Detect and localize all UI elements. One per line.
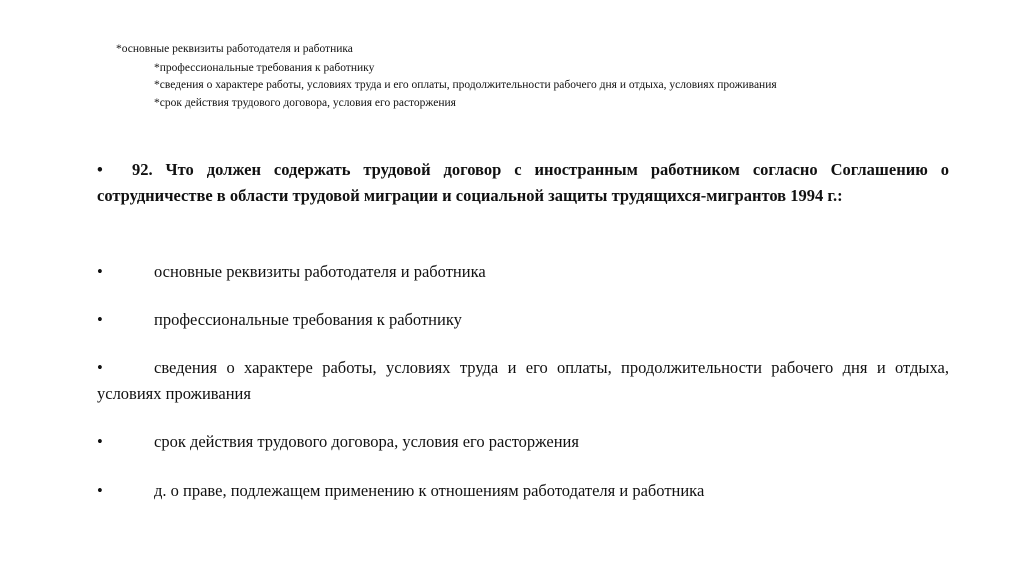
bullet-marker: • xyxy=(97,432,103,451)
answer-item xyxy=(97,259,949,285)
header-note: *основные реквизиты работодателя и работника xyxy=(116,43,353,55)
bullet-marker: • xyxy=(97,310,103,329)
answer-text: д. о праве, подлежащем применению к отношениям работодателя и работника xyxy=(154,481,705,500)
bullet-marker: • xyxy=(97,262,103,281)
header-note: *профессиональные требования к работнику xyxy=(154,62,375,74)
bullet-marker: • xyxy=(97,160,103,179)
header-note: *сведения о характере работы, условиях труда и его оплаты, продолжительности рабочего дня и отдыха, условиях проживания xyxy=(154,79,777,91)
answer-text: срок действия трудового договора, условия его расторжения xyxy=(154,432,579,451)
answer-text: профессиональные требования к работнику xyxy=(154,310,462,329)
answer-item xyxy=(97,355,949,407)
bullet-marker: • xyxy=(97,481,103,500)
header-note: *срок действия трудового договора, условия его расторжения xyxy=(154,97,456,109)
answer-item xyxy=(97,307,949,333)
answer-item xyxy=(97,478,949,504)
question-paragraph xyxy=(97,157,949,209)
question-text: 92. Что должен содержать трудовой договор с иностранным работником согласно Соглашению о сотрудничестве в области трудовой миграции и социальной защиты трудящихся-мигрантов 1994 г.: xyxy=(97,160,949,205)
answer-text: основные реквизиты работодателя и работника xyxy=(154,262,486,281)
answer-item xyxy=(97,429,949,455)
answer-text: сведения о характере работы, условиях труда и его оплаты, продолжительности рабочего дня и отдыха, условиях проживания xyxy=(97,358,949,403)
bullet-marker: • xyxy=(97,358,103,377)
